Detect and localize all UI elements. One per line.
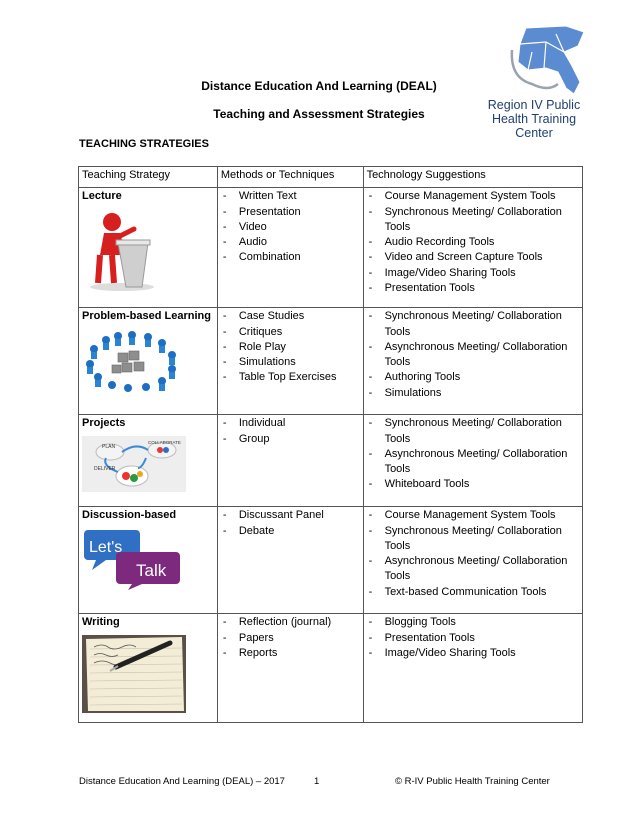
lets-talk-speech-bubble-icon bbox=[82, 528, 182, 590]
tech-item: - Text-based Communication Tools bbox=[367, 585, 579, 600]
table-row bbox=[79, 614, 583, 723]
tech-item: - Blogging Tools bbox=[367, 615, 579, 630]
table-row bbox=[79, 415, 583, 507]
method-item: - Combination bbox=[221, 250, 360, 265]
method-item: - Audio bbox=[221, 235, 360, 250]
method-item: - Discussant Panel bbox=[221, 508, 360, 523]
people-circle-puzzle-icon bbox=[82, 329, 182, 393]
tech-item: - Image/Video Sharing Tools bbox=[367, 646, 579, 661]
strategy-name: Writing bbox=[82, 616, 120, 629]
method-item: - Individual bbox=[221, 416, 360, 431]
deliver-label: DELIVER bbox=[94, 465, 116, 472]
strategy-name: Projects bbox=[82, 417, 126, 430]
tech-item: - Simulations bbox=[367, 386, 579, 401]
technology-cell bbox=[363, 308, 582, 415]
lets-text: Let's bbox=[89, 538, 123, 556]
method-item: - Case Studies bbox=[221, 309, 360, 324]
table-row bbox=[79, 308, 583, 415]
method-item: - Role Play bbox=[221, 340, 360, 355]
lecture-speaker-icon bbox=[82, 209, 162, 291]
header-technology: Technology Suggestions bbox=[363, 167, 582, 188]
table-row bbox=[79, 188, 583, 308]
strategy-cell bbox=[79, 507, 218, 614]
tech-item: - Whiteboard Tools bbox=[367, 477, 579, 492]
footer-left: Distance Education And Learning (DEAL) – 2017 bbox=[79, 776, 285, 787]
methods-cell bbox=[217, 614, 363, 723]
header-methods: Methods or Techniques bbox=[217, 167, 363, 188]
technology-cell bbox=[363, 188, 582, 308]
tech-item: - Image/Video Sharing Tools bbox=[367, 266, 579, 281]
page-number: 1 bbox=[314, 776, 320, 787]
methods-cell bbox=[217, 308, 363, 415]
tech-item: - Course Management System Tools bbox=[367, 508, 579, 523]
tech-item: - Asynchronous Meeting/ Collaboration Tools bbox=[367, 340, 579, 371]
method-item: - Reflection (journal) bbox=[221, 615, 360, 630]
table-header-row bbox=[79, 167, 583, 188]
logo-text: Region IV Public Health Training Center bbox=[487, 98, 581, 140]
project-plan-diagram-icon bbox=[82, 436, 186, 492]
method-item: - Simulations bbox=[221, 355, 360, 370]
technology-cell bbox=[363, 415, 582, 507]
tech-item: - Course Management System Tools bbox=[367, 189, 579, 204]
notebook-pen-icon bbox=[82, 635, 186, 713]
strategy-name: Lecture bbox=[82, 190, 122, 203]
document-title: Distance Education And Learning (DEAL) bbox=[201, 79, 437, 93]
strategies-table bbox=[78, 166, 583, 723]
method-item: - Reports bbox=[221, 646, 360, 661]
plan-label: PLAN bbox=[102, 443, 116, 450]
tech-item: - Presentation Tools bbox=[367, 631, 579, 646]
tech-item: - Audio Recording Tools bbox=[367, 235, 579, 250]
tech-item: - Synchronous Meeting/ Collaboration Tools bbox=[367, 416, 579, 447]
method-item: - Video bbox=[221, 220, 360, 235]
technology-cell bbox=[363, 614, 582, 723]
tech-item: - Synchronous Meeting/ Collaboration Tools bbox=[367, 309, 579, 340]
methods-cell bbox=[217, 188, 363, 308]
section-heading: TEACHING STRATEGIES bbox=[79, 138, 209, 150]
method-item: - Debate bbox=[221, 524, 360, 539]
document-subtitle: Teaching and Assessment Strategies bbox=[213, 107, 425, 121]
table-row bbox=[79, 507, 583, 614]
methods-cell bbox=[217, 507, 363, 614]
tech-item: - Presentation Tools bbox=[367, 281, 579, 296]
tech-item: - Authoring Tools bbox=[367, 370, 579, 385]
method-item: - Table Top Exercises bbox=[221, 370, 360, 385]
tech-item: - Asynchronous Meeting/ Collaboration Tools bbox=[367, 447, 579, 478]
methods-cell bbox=[217, 415, 363, 507]
method-item: - Written Text bbox=[221, 189, 360, 204]
technology-cell bbox=[363, 507, 582, 614]
method-item: - Presentation bbox=[221, 205, 360, 220]
tech-item: - Synchronous Meeting/ Collaboration Tools bbox=[367, 524, 579, 555]
strategy-name: Discussion-based bbox=[82, 509, 177, 522]
method-item: - Critiques bbox=[221, 325, 360, 340]
strategy-name: Problem-based Learning bbox=[82, 310, 211, 323]
strategy-cell bbox=[79, 614, 218, 723]
strategy-cell bbox=[79, 308, 218, 415]
collaborate-label: COLLABORATE bbox=[148, 439, 181, 445]
strategy-cell bbox=[79, 415, 218, 507]
method-item: - Papers bbox=[221, 631, 360, 646]
tech-item: - Video and Screen Capture Tools bbox=[367, 250, 579, 265]
footer-copyright: © R-IV Public Health Training Center bbox=[395, 776, 550, 787]
header-teaching-strategy: Teaching Strategy bbox=[79, 167, 218, 188]
tech-item: - Asynchronous Meeting/ Collaboration Tools bbox=[367, 554, 579, 585]
strategy-cell bbox=[79, 188, 218, 308]
tech-item: - Synchronous Meeting/ Collaboration Tools bbox=[367, 205, 579, 236]
method-item: - Group bbox=[221, 432, 360, 447]
talk-text: Talk bbox=[136, 560, 167, 580]
